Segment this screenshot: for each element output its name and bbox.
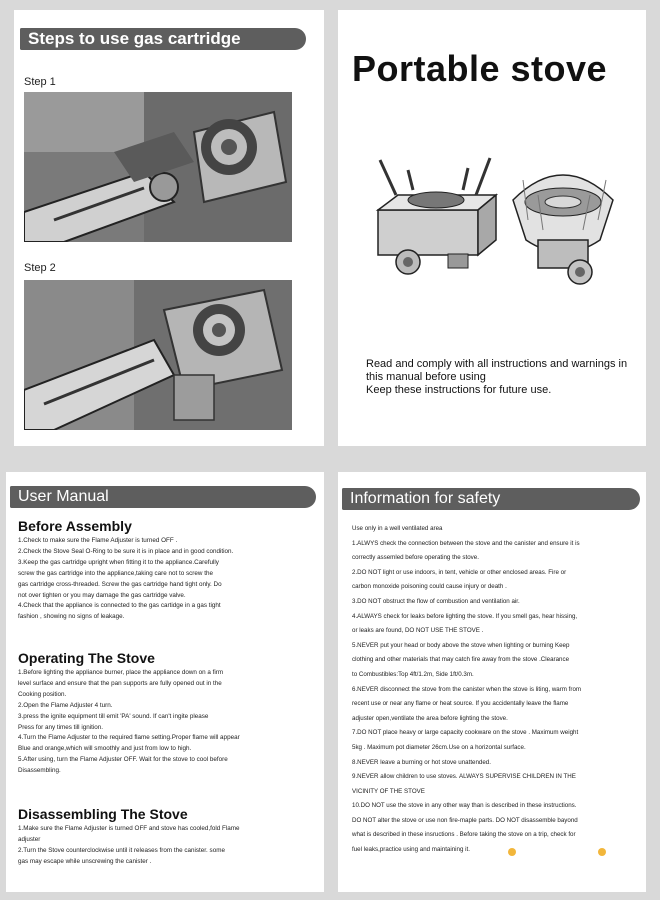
list-item: Press for any times till ignition. bbox=[18, 723, 104, 731]
list-item: 3.DO NOT obstruct the flow of combustion and ventilation air. bbox=[352, 597, 520, 605]
portable-stove-illustration bbox=[368, 140, 618, 290]
safety-page bbox=[338, 472, 646, 892]
list-item: 1.Before lighting the appliance burner, place the appliance down on a firm bbox=[18, 669, 224, 676]
operating-heading: Operating The Stove bbox=[18, 650, 155, 666]
notice-line: this manual before using bbox=[366, 371, 486, 383]
list-item: to Combustibles:Top 4ft/1.2m, Side 1ft/0.3m. bbox=[352, 670, 474, 678]
decorative-dot bbox=[508, 848, 516, 856]
safety-list bbox=[352, 522, 581, 858]
list-item: not over tighten or you may damage the gas cartridge valve. bbox=[18, 591, 186, 599]
list-item: what is described in these insructions . Before taking the stove on a trip, check for bbox=[352, 831, 576, 839]
steps-banner: Steps to use gas cartridge bbox=[20, 28, 306, 50]
safety-banner: Information for safety bbox=[342, 488, 640, 510]
list-item: Use only in a well ventilated area bbox=[352, 525, 443, 532]
list-item: 1.Make sure the Flame Adjuster is turned OFF and stove has cooled,fold Flame bbox=[18, 825, 240, 832]
user-manual-page bbox=[6, 472, 324, 892]
list-item: DO NOT alter the stove or use non fire-maple parts. DO NOT disassemble bayond bbox=[352, 816, 578, 824]
step1-label: Step 1 bbox=[24, 76, 56, 88]
list-item: Disassembling. bbox=[18, 767, 61, 775]
list-item: 1.ALWYS check the connection between the stove and the canister and ensure it is bbox=[352, 539, 580, 547]
list-item: 10.DO NOT use the stove in any other way than is described in these instructions. bbox=[352, 802, 577, 810]
list-item: 2.DO NOT light or use indoors, in tent, vehicle or other enclosed areas. Fire or bbox=[352, 568, 567, 576]
step2-label: Step 2 bbox=[24, 262, 56, 274]
list-item: 2.Turn the Stove counterclockwise until it releases from the canister. some bbox=[18, 846, 225, 854]
list-item: 5kg . Maximum pot diameter 26cm.Use on a horizontal surface. bbox=[352, 743, 526, 751]
notice-line: Keep these instructions for future use. bbox=[366, 384, 552, 396]
before-assembly-heading: Before Assembly bbox=[18, 518, 132, 534]
list-item: adjuster open,ventilate the area before lighting the stove. bbox=[352, 714, 508, 722]
disassembling-list bbox=[18, 824, 240, 868]
list-item: correctly assemled before operating the stove. bbox=[352, 554, 479, 562]
list-item: fuel leaks,practice using and maintaining it. bbox=[352, 846, 470, 854]
cover-page bbox=[338, 10, 646, 446]
list-item: carbon monoxide poisoning could cause injury or death . bbox=[352, 583, 507, 591]
list-item: 3.press the ignite equipment till emit 'PA' sound. If can't ingite please bbox=[18, 712, 209, 720]
list-item: level surface and ensure that the pan supports are fully opened out in the bbox=[18, 679, 222, 687]
disassembling-heading: Disassembling The Stove bbox=[18, 806, 188, 822]
list-item: recent use or near any flame or heat source. If you accidentally leave the flame bbox=[352, 700, 569, 708]
list-item: gas cartridge cross-threaded. Screw the gas cartridge hand tight only. Do bbox=[18, 580, 222, 588]
notice-line: Read and comply with all instructions and warnings in bbox=[366, 358, 628, 370]
list-item: or leaks are found, DO NOT USE THE STOVE . bbox=[352, 627, 484, 635]
steps-page bbox=[14, 10, 324, 446]
cover-notice bbox=[366, 358, 638, 397]
list-item: 3.Keep the gas cartridge upright when fitting it to the appliance.Carefully bbox=[18, 558, 219, 566]
operating-list bbox=[18, 668, 240, 777]
list-item: gas may escape while unscrewing the canister . bbox=[18, 857, 152, 865]
decorative-dot bbox=[598, 848, 606, 856]
list-item: 2.Open the Flame Adjuster 4 turn. bbox=[18, 701, 113, 709]
list-item: adjuster bbox=[18, 835, 41, 843]
list-item: 1.Check to make sure the Flame Adjuster is turned OFF . bbox=[18, 537, 178, 544]
list-item: 4.ALWAYS check for leaks before lighting the stove. If you smell gas, hear hissing, bbox=[352, 612, 578, 620]
list-item: 7.DO NOT place heavy or large capacity cookware on the stove . Maximum weight bbox=[352, 729, 579, 737]
before-assembly-list bbox=[18, 536, 233, 623]
list-item: 9.NEVER allow children to use stoves. ALWAYS SUPERVISE CHILDREN IN THE bbox=[352, 773, 576, 781]
cartridge-fitting-photo bbox=[24, 92, 292, 242]
list-item: fashion , showing no signs of leakage. bbox=[18, 613, 125, 621]
list-item: 4.Check that the appliance is connected to the gas cartidge in a gas tight bbox=[18, 602, 221, 610]
list-item: screw the gas cartridge into the appliance,taking care not to screw the bbox=[18, 569, 213, 577]
list-item: VICINITY OF THE STOVE bbox=[352, 787, 425, 795]
user-manual-banner: User Manual bbox=[10, 486, 316, 508]
cartridge-fitted-photo bbox=[24, 280, 292, 430]
cover-title: Portable stove bbox=[352, 48, 608, 89]
list-item: Cooking position. bbox=[18, 690, 67, 698]
list-item: 8.NEVER leave a burning or hot stove unattended. bbox=[352, 758, 491, 766]
list-item: clothing and other materials that may catch fire away from the stove .Clearance bbox=[352, 656, 570, 664]
list-item: 6.NEVER disconnect the stove from the canister when the stove is liting, warm from bbox=[352, 685, 582, 693]
list-item: 5.NEVER put your head or body above the stove when lighting or burning Keep bbox=[352, 641, 570, 649]
list-item: 5.After using, turn the Flame Adjuster OFF. Wait for the stove to cool before bbox=[18, 756, 228, 764]
list-item: 2.Check the Stove Seal O-Ring to be sure it is in place and in good condition. bbox=[18, 547, 234, 555]
list-item: 4.Turn the Flame Adjuster to the required flame setting.Proper flame will appear bbox=[18, 734, 240, 742]
list-item: Blue and orange,which will smoothly and just from low to high. bbox=[18, 745, 192, 753]
